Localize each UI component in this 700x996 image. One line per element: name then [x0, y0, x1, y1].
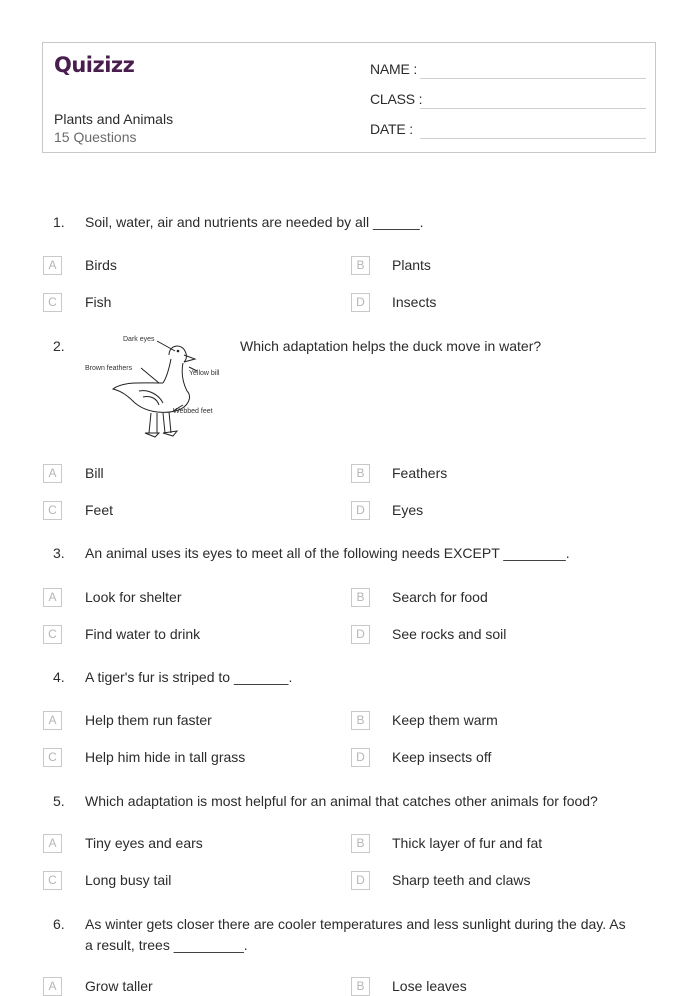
option-text[interactable]: Sharp teeth and claws: [392, 872, 531, 888]
option-text[interactable]: Lose leaves: [392, 978, 467, 994]
option-text[interactable]: Bill: [85, 465, 104, 481]
option-text[interactable]: Thick layer of fur and fat: [392, 835, 543, 851]
option-letter-a[interactable]: A: [43, 977, 62, 996]
option-letter-d[interactable]: D: [351, 625, 370, 644]
option-text[interactable]: Find water to drink: [85, 626, 201, 642]
question-text: Which adaptation is most helpful for an animal that catches other animals for food?: [85, 793, 598, 809]
question-number: 5.: [53, 793, 65, 809]
option-letter-a[interactable]: A: [43, 256, 62, 275]
question-number: 1.: [53, 214, 65, 230]
class-field[interactable]: [370, 89, 646, 109]
option-letter-a[interactable]: A: [43, 711, 62, 730]
question-number: 3.: [53, 545, 65, 561]
option-text[interactable]: Look for shelter: [85, 589, 182, 605]
quizizz-logo: Quizizz: [54, 53, 135, 77]
name-field[interactable]: [370, 59, 646, 79]
date-line: [420, 138, 646, 139]
option-text[interactable]: Insects: [392, 294, 437, 310]
option-text[interactable]: Help them run faster: [85, 712, 212, 728]
option-letter-b[interactable]: B: [351, 256, 370, 275]
option-letter-a[interactable]: A: [43, 588, 62, 607]
question-text-line-2: a result, trees _________.: [85, 937, 248, 953]
option-text[interactable]: See rocks and soil: [392, 626, 507, 642]
question-text: Soil, water, air and nutrients are needed by all ______.: [85, 214, 424, 230]
label-webbed-feet: Webbed feet: [173, 408, 213, 415]
option-text[interactable]: Feet: [85, 502, 114, 518]
option-letter-a[interactable]: A: [43, 464, 62, 483]
date-label: DATE :: [370, 121, 413, 137]
option-letter-c[interactable]: C: [43, 501, 62, 520]
option-text[interactable]: Fish: [85, 294, 112, 310]
option-letter-d[interactable]: D: [351, 871, 370, 890]
question-text: An animal uses its eyes to meet all of the following needs EXCEPT ________.: [85, 545, 570, 561]
option-text[interactable]: Help him hide in tall grass: [85, 749, 246, 765]
class-label: CLASS :: [370, 91, 423, 107]
option-letter-b[interactable]: B: [351, 834, 370, 853]
question-number: 4.: [53, 669, 65, 685]
option-letter-c[interactable]: C: [43, 871, 62, 890]
option-text[interactable]: Search for food: [392, 589, 488, 605]
option-letter-c[interactable]: C: [43, 625, 62, 644]
class-line: [420, 108, 646, 109]
question-text-line-1: As winter gets closer there are cooler temperatures and less sunlight during the day. As: [85, 916, 626, 932]
worksheet-title: Plants and Animals: [54, 111, 174, 127]
option-text[interactable]: Long busy tail: [85, 872, 172, 888]
option-letter-b[interactable]: B: [351, 977, 370, 996]
date-field[interactable]: [370, 119, 646, 139]
option-letter-c[interactable]: C: [43, 748, 62, 767]
question-count: 15 Questions: [54, 129, 137, 145]
name-line: [420, 78, 646, 79]
label-dark-eyes: Dark eyes: [123, 336, 155, 343]
option-letter-d[interactable]: D: [351, 293, 370, 312]
option-letter-b[interactable]: B: [351, 711, 370, 730]
question-number: 6.: [53, 916, 65, 932]
option-letter-d[interactable]: D: [351, 501, 370, 520]
question-number: 2.: [53, 338, 65, 354]
option-text[interactable]: Plants: [392, 257, 431, 273]
option-text[interactable]: Birds: [85, 257, 117, 273]
duck-diagram: [83, 333, 231, 443]
option-text[interactable]: Eyes: [392, 502, 424, 518]
option-letter-c[interactable]: C: [43, 293, 62, 312]
question-text: A tiger's fur is striped to _______.: [85, 669, 293, 685]
option-text[interactable]: Keep them warm: [392, 712, 498, 728]
option-text[interactable]: Grow taller: [85, 978, 153, 994]
worksheet-header: [42, 42, 656, 153]
option-text[interactable]: Tiny eyes and ears: [85, 835, 203, 851]
option-text[interactable]: Keep insects off: [392, 749, 492, 765]
question-text: Which adaptation helps the duck move in water?: [240, 338, 542, 354]
option-text[interactable]: Feathers: [392, 465, 448, 481]
option-letter-d[interactable]: D: [351, 748, 370, 767]
option-letter-b[interactable]: B: [351, 464, 370, 483]
label-brown-feathers: Brown feathers: [85, 365, 133, 372]
option-letter-a[interactable]: A: [43, 834, 62, 853]
option-letter-b[interactable]: B: [351, 588, 370, 607]
label-yellow-bill: Yellow bill: [189, 370, 220, 377]
name-label: NAME :: [370, 61, 418, 77]
